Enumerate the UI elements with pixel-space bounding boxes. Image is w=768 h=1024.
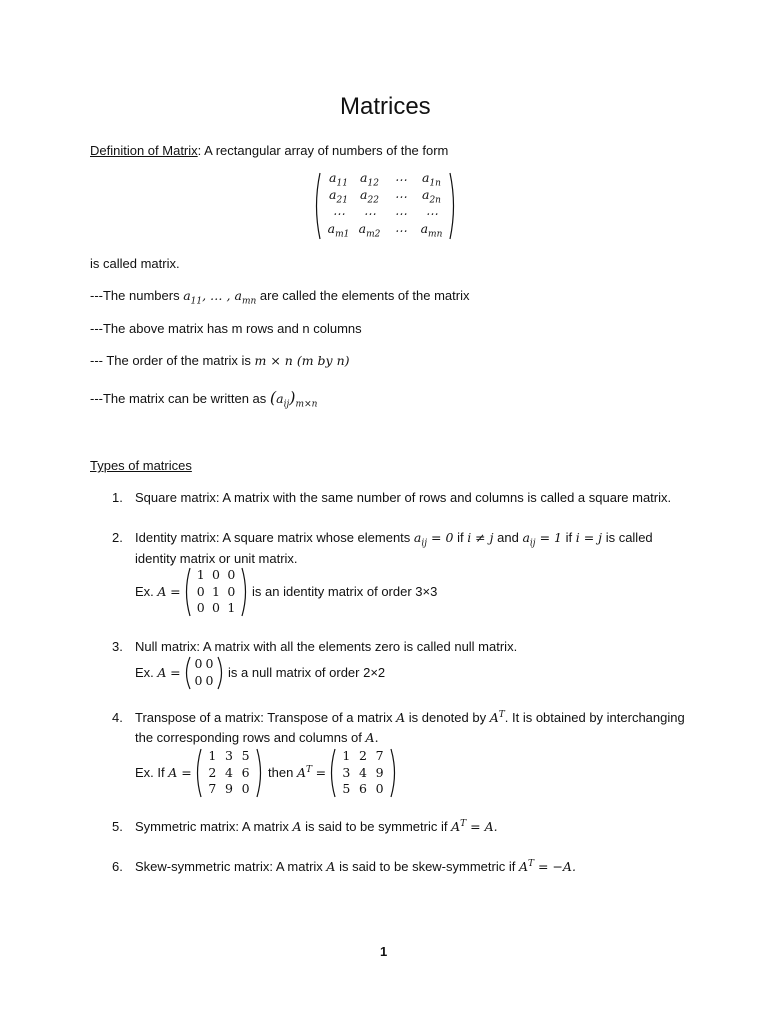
left-paren-icon — [183, 567, 191, 617]
matrix-a-label: A — [157, 665, 167, 680]
list-item — [112, 819, 123, 834]
identity-text — [135, 530, 653, 549]
ex-label: Ex. If — [135, 765, 165, 780]
page-number: 1 — [380, 944, 388, 959]
matrix-cell: 6 — [241, 764, 250, 780]
left-paren-icon — [194, 748, 202, 798]
item-number: 6. — [112, 859, 123, 874]
matrix-cell: 7 — [208, 781, 217, 797]
written-math: $(a_{ij})_{m\times n}$ — [269, 388, 318, 410]
written-line — [90, 388, 317, 410]
identity-math-3: $a_{ij} = 1$ — [522, 530, 562, 549]
matrix-cell: $a_{12}$ — [360, 170, 379, 189]
transpose-text-c: . It is obtained by interchanging — [504, 710, 685, 726]
matrix-cell: 1 — [212, 583, 220, 599]
matrix-cell: $a_{11}$ — [329, 170, 348, 189]
symmetric-math: $A^T = A$. — [451, 819, 498, 835]
matrix-cell: 3 — [225, 748, 233, 764]
then-text — [268, 765, 326, 780]
left-paren-icon — [183, 656, 191, 690]
elements-prefix: ---The numbers — [90, 288, 180, 303]
matrix-cell: $a_{m1}$ — [327, 221, 350, 240]
equals-sign: = — [315, 765, 327, 781]
matrix-cell: ⋯ — [332, 206, 345, 222]
elements-line — [90, 288, 469, 307]
order-math: m × n (m by n) — [254, 353, 350, 368]
transpose-text-a: Transpose of a matrix: Transpose of a matrix — [135, 710, 393, 726]
matrix-cell: $a_{m2}$ — [358, 221, 381, 240]
definition-text: : A rectangular array of numbers of the form — [197, 143, 449, 158]
general-matrix — [313, 172, 457, 240]
null-matrix-cells — [193, 656, 215, 690]
matrix-a-transpose — [328, 748, 398, 798]
elements-suffix: are called the elements of the matrix — [259, 288, 470, 303]
definition-heading: Definition of Matrix — [90, 143, 198, 158]
identity-text-b: if — [457, 530, 464, 545]
right-paren-icon — [217, 656, 225, 690]
types-heading: Types of matrices — [90, 458, 192, 473]
identity-math-1: $a_{ij} = 0$ — [413, 530, 454, 549]
matrix-cell: 0 — [196, 583, 205, 599]
list-item — [112, 859, 123, 874]
symmetric-text — [135, 819, 498, 834]
elements-math: $a_{11}$, … , $a_{mn}$ — [183, 288, 257, 307]
matrix-a-label: A — [292, 819, 302, 835]
equals-sign: = — [170, 584, 181, 599]
matrix-cell: 5 — [342, 781, 351, 797]
right-paren-icon — [256, 748, 264, 798]
matrix-cell: 2 — [359, 748, 367, 764]
list-item — [112, 490, 123, 505]
transpose-line2-text: the corresponding rows and columns of — [135, 730, 362, 745]
identity-example — [135, 584, 181, 599]
transpose-text-b: is denoted by — [408, 710, 487, 726]
matrix-cell: $a_{22}$ — [360, 187, 379, 206]
matrix-a-label: A — [396, 710, 406, 726]
identity-matrix — [183, 567, 249, 617]
matrix-cell: 5 — [241, 748, 250, 764]
item-number: 2. — [112, 530, 123, 545]
symmetric-text-b: is said to be symmetric if — [305, 819, 448, 835]
list-item — [112, 710, 123, 725]
list-item — [112, 530, 123, 545]
skew-symmetric-text — [135, 859, 576, 874]
identity-matrix-cells — [193, 567, 239, 617]
matrix-cell: ⋯ — [394, 206, 407, 222]
matrix-cell: $a_{mn}$ — [420, 221, 443, 240]
matrix-cell: 0 — [212, 567, 220, 583]
identity-text-a: Identity matrix: A square matrix whose elements — [135, 530, 411, 545]
matrix-a-label: A — [326, 859, 336, 875]
matrix-a-label: A — [365, 730, 375, 745]
matrix-cell: 0 — [194, 673, 203, 689]
null-example — [135, 665, 181, 680]
identity-math-2: i ≠ j — [467, 530, 494, 545]
matrix-cell: 0 — [227, 583, 236, 599]
matrix-cell: 0 — [194, 656, 203, 672]
transpose-text — [135, 710, 685, 725]
transpose-label: $A^T$ — [296, 765, 312, 781]
transpose-example — [135, 765, 192, 780]
transpose-line2: the corresponding rows and columns of A. — [135, 730, 379, 745]
matrix-cell: 0 — [212, 600, 220, 616]
matrix-a — [194, 748, 264, 798]
null-matrix — [183, 656, 225, 690]
matrix-cell: $a_{2n}$ — [422, 187, 441, 206]
ex-label: Ex. — [135, 665, 154, 680]
matrix-cell: 0 — [205, 673, 214, 689]
square-matrix-text: Square matrix: A matrix with the same number of rows and columns is called a square matrix. — [135, 490, 672, 505]
general-matrix-cells — [323, 172, 447, 240]
right-paren-icon — [241, 567, 249, 617]
matrix-cell: ⋯ — [394, 172, 407, 188]
matrix-cell: 1 — [196, 567, 205, 583]
matrix-cell: 0 — [196, 600, 205, 616]
item-number: 1. — [112, 490, 123, 505]
skew-text-a: Skew-symmetric matrix: A matrix — [135, 859, 323, 875]
matrix-cell: 7 — [375, 748, 384, 764]
definition-line — [90, 143, 448, 158]
matrix-cell: 9 — [225, 781, 233, 797]
matrix-a-label: A — [168, 765, 178, 780]
matrix-cell: 4 — [225, 764, 233, 780]
matrix-cell: 1 — [227, 600, 236, 616]
matrix-cell: 0 — [241, 781, 250, 797]
matrix-cell: 0 — [205, 656, 214, 672]
matrix-cell: 0 — [375, 781, 384, 797]
matrix-cell: 2 — [208, 764, 217, 780]
matrix-cell: 1 — [208, 748, 217, 764]
matrix-a-cells — [204, 748, 254, 798]
matrix-cell: 3 — [342, 764, 351, 780]
matrix-cell: 0 — [227, 567, 236, 583]
transpose-math: $A^T$ — [489, 710, 505, 726]
identity-text-d: if — [565, 530, 573, 545]
matrix-cell: ⋯ — [394, 223, 407, 239]
skew-math: $A^T = -A$. — [518, 859, 576, 875]
right-paren-icon — [390, 748, 398, 798]
right-paren-icon — [449, 172, 457, 240]
written-prefix: ---The matrix can be written as — [90, 391, 267, 406]
identity-example-suffix: is an identity matrix of order 3×3 — [252, 584, 438, 599]
identity-line2: identity matrix or unit matrix. — [135, 551, 298, 566]
equals-sign: = — [170, 665, 181, 680]
matrix-cell: 1 — [342, 748, 351, 764]
matrix-cell: 4 — [359, 764, 367, 780]
item-number: 3. — [112, 639, 123, 654]
item-number: 5. — [112, 819, 123, 834]
matrix-a-label: A — [157, 584, 167, 599]
order-prefix: --- The order of the matrix is — [90, 353, 251, 368]
list-item — [112, 639, 123, 654]
identity-text-e: is called — [605, 530, 653, 545]
item-number: 4. — [112, 710, 123, 725]
matrix-a-transpose-cells — [338, 748, 388, 798]
matrix-cell: 9 — [375, 764, 384, 780]
equals-sign: = — [177, 765, 192, 780]
symmetric-text-a: Symmetric matrix: A matrix — [135, 819, 289, 835]
left-paren-icon — [313, 172, 321, 240]
null-matrix-text: Null matrix: A matrix with all the elements zero is called null matrix. — [135, 639, 518, 654]
identity-text-c: and — [497, 530, 519, 545]
matrix-cell: ⋯ — [425, 206, 438, 222]
matrix-cell: ⋯ — [363, 206, 376, 222]
matrix-cell: 6 — [359, 781, 367, 797]
ex-label: Ex. — [135, 584, 154, 599]
null-example-suffix: is a null matrix of order 2×2 — [228, 665, 386, 680]
matrix-cell: $a_{21}$ — [329, 187, 348, 206]
left-paren-icon — [328, 748, 336, 798]
matrix-cell: $a_{1n}$ — [422, 170, 441, 189]
rows-cols-line: ---The above matrix has m rows and n columns — [90, 321, 362, 336]
identity-math-4: i = j — [575, 530, 603, 545]
order-line — [90, 353, 350, 368]
matrix-cell: ⋯ — [394, 189, 407, 205]
page-title: Matrices — [340, 93, 431, 120]
then-label: then — [268, 765, 294, 781]
called-matrix-text: is called matrix. — [90, 256, 180, 271]
skew-text-b: is said to be skew-symmetric if — [339, 859, 516, 875]
